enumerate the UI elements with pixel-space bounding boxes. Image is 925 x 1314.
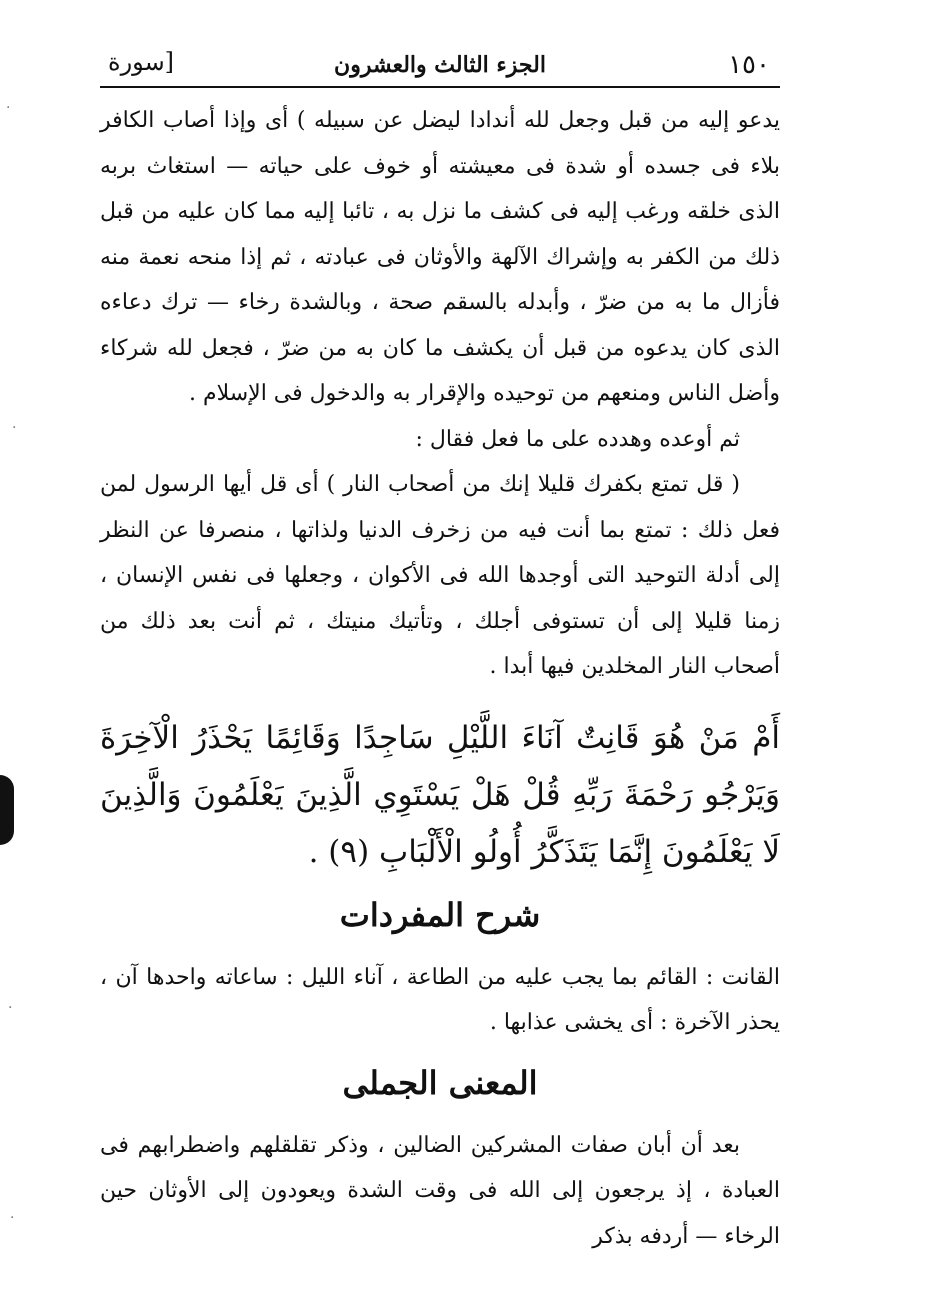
- scan-margin-speck: ·: [8, 1000, 13, 1016]
- meaning-paragraph: بعد أن أبان صفات المشركين الضالين ، وذكر تقلقلهم واضطرابهم فى العبادة ، إذ يرجعون إلى الله فى وقت الشدة ويعودون إلى الأوثان حين الرخاء — أردفه بذكر: [100, 1132, 780, 1249]
- commentary-paragraph: ثم أوعده وهدده على ما فعل فقال :: [415, 426, 740, 452]
- book-page: [100, 36, 780, 1296]
- commentary-paragraph: ( قل تمتع بكفرك قليلا إنك من أصحاب النار ) أى قل أيها الرسول لمن فعل ذلك : تمتع بما أنت فيه من زخرف الدنيا ولذاتها ، منصرفا عن النظر إلى أدلة التوحيد التى أوجدها الله فى الأكوان ، وجعلها فى نفس الإنسان ، زمنا قليلا إلى أن تستوفى أجلك ، وتأتيك منيتك ، ثم أنت بعد ذلك من أصحاب النار المخلدين فيها أبدا .: [100, 472, 780, 679]
- scan-margin-speck: ·: [6, 100, 11, 116]
- running-header: [100, 36, 780, 88]
- running-title: الجزء الثالث والعشرون: [334, 52, 546, 78]
- quran-verse: أَمْ مَنْ هُوَ قَانِتٌ آنَاءَ اللَّيْلِ سَاجِدًا وَقَائِمًا يَحْذَرُ الْآخِرَةَ وَيَرْجُو رَحْمَةَ رَبِّهِ قُلْ هَلْ يَسْتَوِي الَّذِينَ يَعْلَمُونَ وَالَّذِينَ لَا يَعْلَمُونَ إِنَّمَا يَتَذَكَّرُ أُولُو الْأَلْبَابِ (٩) .: [100, 719, 780, 870]
- page-number: ١٥٠: [728, 50, 770, 80]
- commentary-paragraph: يدعو إليه من قبل وجعل لله أندادا ليضل عن سبيله ) أى وإذا أصاب الكافر بلاء فى جسده أو شدة فى معيشته أو خوف على حياته — استغاث بربه الذى خلقه ورغب إليه فى كشف ما نزل به ، تائبا إليه مما كان عليه من قبل ذلك من الكفر به وإشراك الآلهة والأوثان فى عبادته ، ثم إذا منحه نعمة منه فأزال ما به من ضرّ ، وأبدله بالسقم صحة ، وبالشدة رخاء — ترك دعاءه الذى كان يدعوه من قبل أن يكشف ما كان به من ضرّ ، فجعل لله شركاء وأضل الناس ومنعهم من توحيده والإقرار به والدخول فى الإسلام .: [100, 108, 780, 406]
- sura-label: [سورة: [108, 48, 175, 76]
- scan-margin: [0, 0, 40, 1314]
- commentary-text: [100, 98, 780, 690]
- scan-margin-speck: ·: [10, 1210, 15, 1226]
- vocab-gloss: القانت : القائم بما يجب عليه من الطاعة ، آناء الليل : ساعاته واحدها آن ، يحذر الآخرة : أى يخشى عذابها .: [100, 964, 780, 1035]
- scan-margin-blot: [0, 775, 14, 845]
- meaning-heading: المعنى الجملى: [342, 1063, 538, 1102]
- scan-margin-speck: ·: [12, 420, 17, 436]
- vocab-heading: شرح المفردات: [339, 895, 541, 934]
